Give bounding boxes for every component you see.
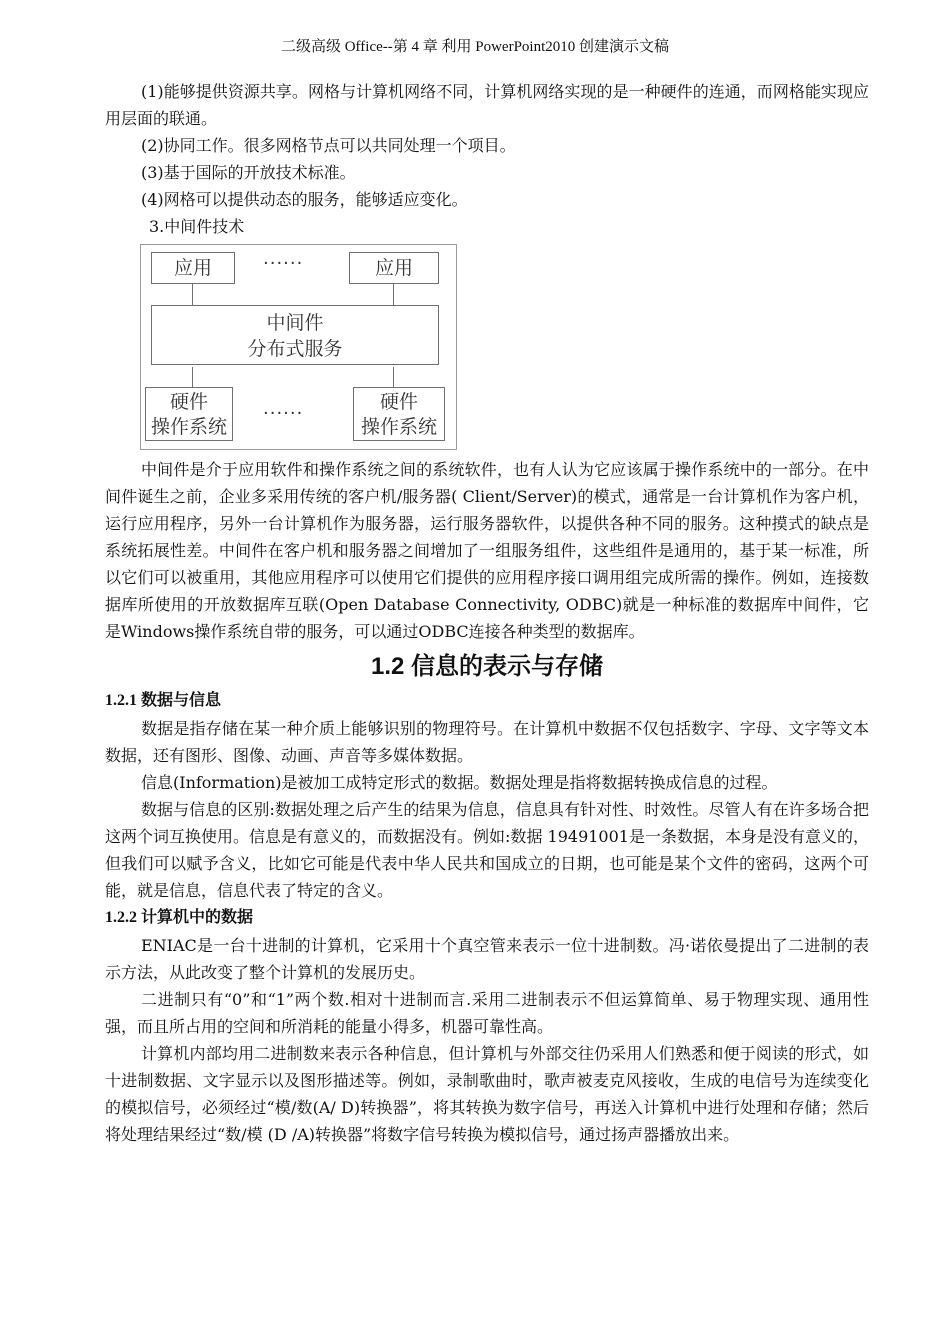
hardware-os-box-right bbox=[353, 387, 445, 441]
connector-line bbox=[393, 284, 394, 305]
paragraph-resource-sharing: (1)能够提供资源共享。网格与计算机网络不同，计算机网络实现的是一种硬件的连通，而网格能实现应用层面的联通。 bbox=[105, 82, 869, 128]
paragraph: 计算机内部均用二进制数来表示各种信息，但计算机与外部交往仍采用人们熟悉和便于阅读的形式，如十进制数据、文字显示以及图形描述等。例如，录制歌曲时，歌声被麦克风接收，生成的电信号为连续变化的模拟信号，必须经过“模/数(A/ D)转换器”，将其转换为数字信号，再送入计算机中进行处理和存储；然后将处理结果经过“数/模 (D /A)转换器”将数字信号转换为模拟信号，通过扬声器播放出来。 bbox=[105, 1044, 869, 1144]
distributed-services-label: 分布式服务 bbox=[247, 338, 343, 360]
ellipsis-bottom: ······ bbox=[263, 403, 304, 424]
paragraph-middleware: 中间件是介于应用软件和操作系统之间的系统软件，也有人认为它应该属于操作系统中的一部分。在中间件诞生之前，企业多采用传统的客户机/服务器( Client/Server)的模式，通常是一台计算机作为客户机，运行应用程序，另外一台计算机作为服务器，运行服务器软件，以提供各种不同的服务。这种摸式的缺点是系统拓展性差。中间件在客户机和服务器之间增加了一组服务组件，这些组件是通用的，基于某一标准，所以它们可以被重用，其他应用程序可以使用它们提供的应用程序接口调用组完成所需的操作。例如，连接数据库所使用的开放数据库互联(Open Database Connectivity, ODBC)就是一种标准的数据库中间件，它是Windows操作系统自带的服务，可以通过ODBC连接各种类型的数据库。 bbox=[105, 460, 869, 641]
subsection-heading: 3.中间件技术 bbox=[149, 217, 245, 236]
paragraph: 二进制只有“0”和“1”两个数.相对十进制而言.采用二进制表示不但运算简单、易于物理实现、通用性强，而且所占用的空间和所消耗的能量小得多，机器可靠性高。 bbox=[105, 990, 869, 1036]
os-label: 操作系统 bbox=[360, 416, 437, 438]
subsection-title: 1.2.1 数据与信息 bbox=[105, 692, 222, 709]
ellipsis-top: ······ bbox=[263, 253, 304, 274]
middleware-diagram bbox=[140, 244, 457, 450]
list-item: (4)网格可以提供动态的服务，能够适应变化。 bbox=[141, 190, 468, 209]
app-box-left: 应用 bbox=[151, 252, 235, 284]
connector-line bbox=[393, 367, 394, 388]
hardware-os-box-left bbox=[145, 387, 233, 441]
app-box-right: 应用 bbox=[349, 252, 439, 284]
list-item: (3)基于国际的开放技术标准。 bbox=[141, 163, 356, 182]
document-body bbox=[105, 78, 869, 1148]
paragraph: 数据是指存储在某一种介质上能够识别的物理符号。在计算机中数据不仅包括数字、字母、文字等文本数据，还有图形、图像、动画、声音等多媒体数据。 bbox=[105, 719, 869, 765]
paragraph: 信息(Information)是被加工成特定形式的数据。数据处理是指将数据转换成信息的过程。 bbox=[141, 773, 778, 792]
hardware-label: 硬件 bbox=[169, 391, 208, 413]
os-label: 操作系统 bbox=[150, 416, 227, 438]
middleware-label: 中间件 bbox=[266, 312, 324, 334]
page-header: 二级高级 Office--第 4 章 利用 PowerPoint2010 创建演示文稿 bbox=[280, 39, 670, 55]
paragraph: ENIAC是一台十进制的计算机，它采用十个真空管来表示一位十进制数。冯·诺依曼提出了二进制的表示方法，从此改变了整个计算机的发展历史。 bbox=[105, 936, 869, 982]
subsection-title: 1.2.2 计算机中的数据 bbox=[105, 909, 254, 926]
section-title: 1.2 信息的表示与存储 bbox=[370, 653, 604, 680]
list-item: (2)协同工作。很多网格节点可以共同处理一个项目。 bbox=[141, 136, 516, 155]
hardware-label: 硬件 bbox=[379, 391, 418, 413]
connector-line bbox=[192, 284, 193, 305]
middleware-box bbox=[151, 305, 439, 365]
connector-line bbox=[192, 367, 193, 388]
paragraph: 数据与信息的区别:数据处理之后产生的结果为信息，信息具有针对性、时效性。尽管人有在许多场合把这两个词互换使用。信息是有意义的，而数据没有。例如:数据 19491001是一条数据，本身是没有意义的，但我们可以赋予含义，比如它可能是代表中华人民共和国成立的日期，也可能是某个文件的密码，这两个可能，就是信息，信息代表了特定的含义。 bbox=[105, 800, 869, 900]
